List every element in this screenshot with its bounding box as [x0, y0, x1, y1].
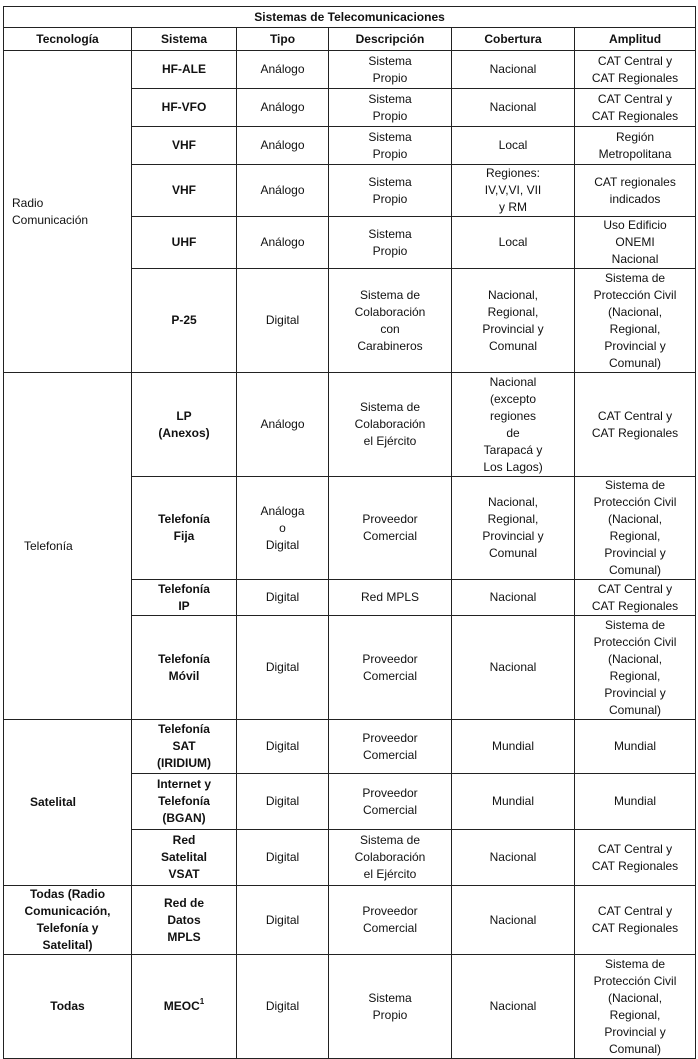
cobertura-line: Mundial: [491, 739, 535, 753]
descripcion-line: Sistema de: [359, 833, 421, 847]
tipo-line: Digital: [265, 590, 300, 604]
cobertura-line: Los Lagos): [483, 459, 543, 474]
descripcion-line: Sistema de: [359, 400, 421, 414]
amplitud-cell: [575, 89, 696, 127]
cobertura-cell: [452, 886, 575, 955]
header-cell: Sistema: [132, 28, 237, 51]
amplitud-cell: [575, 165, 696, 217]
tipo-line: Análoga: [260, 503, 305, 518]
tecnologia-cell: [4, 720, 132, 886]
cobertura-line: Local: [498, 138, 528, 152]
cobertura-cell: [452, 373, 575, 477]
cobertura-cell: [452, 217, 575, 269]
amplitud-line: Sistema de: [605, 270, 666, 285]
descripcion-line: Proveedor: [362, 730, 418, 745]
amplitud-cell: [575, 127, 696, 165]
sistema-line: VHF: [172, 183, 196, 197]
sistema-line: Fija: [173, 529, 195, 543]
sistema-cell: [132, 720, 237, 774]
descripcion-line: Propio: [372, 191, 408, 206]
amplitud-line: CAT Central y: [597, 904, 673, 918]
cobertura-cell: [452, 774, 575, 830]
tipo-line: Análogo: [260, 235, 305, 249]
tipo-line: o: [279, 520, 286, 535]
cobertura-line: Regional,: [487, 512, 539, 526]
amplitud-line: Comunal): [609, 355, 662, 370]
sistema-line: IP: [178, 598, 190, 613]
tipo-cell: [237, 127, 329, 165]
descripcion-line: Propio: [372, 1007, 408, 1022]
header-cell: Amplitud: [575, 28, 696, 51]
cobertura-line: IV,V,VI, VII: [484, 183, 542, 197]
table-row: [4, 373, 696, 477]
amplitud-line: Protección Civil: [593, 634, 677, 649]
amplitud-cell: [575, 217, 696, 269]
table-body: [4, 51, 696, 1059]
descripcion-line: Comercial: [362, 802, 417, 817]
amplitud-line: Sistema de: [605, 478, 666, 492]
sistema-cell: [132, 886, 237, 955]
sistema-line: Móvil: [168, 668, 200, 683]
descripcion-line: Sistema de: [359, 287, 421, 302]
sistema-cell: [132, 127, 237, 165]
cobertura-line: Nacional: [489, 374, 537, 389]
amplitud-line: Mundial: [614, 794, 657, 808]
sistema-cell: [132, 89, 237, 127]
descripcion-line: con: [380, 321, 400, 336]
descripcion-line: el Ejército: [363, 434, 417, 448]
table-row: [4, 720, 696, 774]
tipo-cell: [237, 616, 329, 720]
cobertura-line: Local: [498, 235, 528, 249]
descripcion-cell: [329, 886, 452, 955]
descripcion-line: Colaboración: [354, 850, 426, 864]
amplitud-line: Provincial y: [604, 1024, 666, 1039]
tipo-line: Digital: [265, 537, 300, 552]
cobertura-cell: [452, 616, 575, 720]
amplitud-line: indicados: [609, 191, 661, 206]
amplitud-cell: [575, 955, 696, 1059]
amplitud-line: Protección Civil: [593, 287, 677, 302]
tipo-line: Análogo: [260, 138, 305, 152]
cobertura-line: Nacional: [489, 100, 537, 114]
tecnologia-line: Todas: [50, 999, 85, 1013]
cobertura-line: Tarapacá y: [483, 442, 543, 457]
sistema-line: Red: [172, 833, 196, 847]
amplitud-line: CAT Central y: [597, 91, 673, 106]
tipo-cell: [237, 774, 329, 830]
sistema-line: (IRIDIUM): [157, 756, 211, 770]
descripcion-cell: [329, 217, 452, 269]
descripcion-cell: [329, 580, 452, 616]
cobertura-cell: [452, 830, 575, 886]
tecnologia-cell: [4, 886, 132, 955]
cobertura-line: Provincial y: [482, 529, 544, 543]
tecnologia-cell: [4, 373, 132, 720]
descripcion-line: Proveedor: [362, 512, 418, 526]
tipo-cell: [237, 89, 329, 127]
sistema-line: LP: [176, 408, 192, 423]
descripcion-cell: [329, 127, 452, 165]
descripcion-line: Proveedor: [362, 651, 418, 666]
sistema-cell: [132, 269, 237, 373]
amplitud-line: Región: [616, 129, 655, 144]
sistema-line: P-25: [171, 313, 197, 327]
tipo-cell: [237, 165, 329, 217]
sistema-line: UHF: [171, 235, 197, 249]
tipo-cell: [237, 580, 329, 616]
descripcion-cell: [329, 774, 452, 830]
descripcion-line: Comercial: [362, 529, 417, 543]
sistema-line: MPLS: [167, 929, 201, 944]
descripcion-line: el Ejército: [363, 867, 417, 881]
descripcion-line: Colaboración: [354, 417, 426, 431]
amplitud-line: Metropolitana: [598, 146, 672, 161]
tipo-cell: [237, 886, 329, 955]
amplitud-line: Regional,: [609, 1007, 661, 1022]
cobertura-cell: [452, 127, 575, 165]
amplitud-cell: [575, 477, 696, 580]
descripcion-line: Red MPLS: [360, 590, 420, 604]
tipo-line: Digital: [265, 313, 300, 327]
sistema-line: Satelital: [160, 850, 208, 864]
cobertura-line: Nacional: [489, 912, 537, 927]
amplitud-cell: [575, 580, 696, 616]
amplitud-cell: [575, 616, 696, 720]
sistema-line: Internet y: [156, 777, 211, 791]
tipo-cell: [237, 955, 329, 1059]
tipo-cell: [237, 217, 329, 269]
descripcion-line: Sistema: [368, 129, 412, 144]
tipo-line: Digital: [265, 912, 300, 927]
cobertura-cell: [452, 720, 575, 774]
descripcion-line: Comercial: [362, 747, 417, 762]
tecnologia-cell: [4, 955, 132, 1059]
cobertura-cell: [452, 955, 575, 1059]
amplitud-line: CAT regionales: [594, 174, 676, 189]
cobertura-line: Provincial y: [482, 321, 544, 336]
descripcion-line: Propio: [372, 146, 408, 161]
amplitud-line: Regional,: [609, 321, 661, 336]
tipo-cell: [237, 830, 329, 886]
amplitud-line: Comunal): [609, 563, 662, 577]
descripcion-line: Propio: [372, 70, 408, 85]
amplitud-cell: [575, 269, 696, 373]
sistema-line: Telefonía: [158, 794, 210, 808]
tecnologia-line: Telefonía: [24, 538, 73, 553]
document-page: [3, 6, 695, 1059]
amplitud-line: CAT Central y: [597, 841, 673, 856]
cobertura-cell: [452, 89, 575, 127]
amplitud-line: (Nacional,: [608, 304, 663, 319]
amplitud-line: Nacional: [611, 252, 659, 266]
descripcion-cell: [329, 955, 452, 1059]
table-row: [4, 886, 696, 955]
descripcion-cell: [329, 830, 452, 886]
sistema-cell: [132, 217, 237, 269]
sistema-line: (Anexos): [158, 425, 210, 440]
descripcion-line: Sistema: [368, 990, 412, 1005]
amplitud-cell: [575, 830, 696, 886]
tecnologia-line: Telefonía y: [36, 921, 99, 935]
amplitud-line: Provincial y: [604, 546, 666, 560]
amplitud-line: CAT Regionales: [591, 108, 679, 123]
amplitud-line: CAT Regionales: [591, 921, 679, 935]
descripcion-line: Propio: [372, 243, 408, 258]
cobertura-line: Nacional: [489, 660, 537, 674]
descripcion-line: Proveedor: [362, 904, 418, 918]
cobertura-line: regiones: [489, 408, 537, 423]
amplitud-line: (Nacional,: [608, 512, 663, 526]
cobertura-line: de: [506, 425, 520, 440]
descripcion-line: Sistema: [368, 91, 412, 106]
amplitud-line: (Nacional,: [608, 651, 663, 666]
tipo-cell: [237, 269, 329, 373]
cobertura-line: Nacional: [489, 62, 537, 76]
cobertura-cell: [452, 580, 575, 616]
descripcion-cell: [329, 720, 452, 774]
sistema-cell: [132, 165, 237, 217]
amplitud-line: Provincial y: [604, 338, 666, 353]
cobertura-line: Nacional,: [487, 287, 539, 302]
tipo-line: Análogo: [260, 183, 305, 197]
amplitud-line: Regional,: [609, 529, 661, 543]
header-cell: Tipo: [237, 28, 329, 51]
sistema-line: Telefonía: [158, 581, 210, 596]
tecnologia-line: Radio: [12, 195, 44, 210]
tipo-cell: [237, 720, 329, 774]
tipo-line: Digital: [265, 660, 300, 674]
amplitud-line: Protección Civil: [593, 495, 677, 509]
descripcion-cell: [329, 373, 452, 477]
tipo-line: Digital: [265, 850, 300, 864]
amplitud-line: Comunal): [609, 1041, 662, 1056]
tipo-line: Digital: [265, 739, 300, 753]
header-cell: Tecnología: [4, 28, 132, 51]
cobertura-line: Regiones:: [485, 166, 541, 180]
cobertura-line: (excepto: [489, 391, 537, 406]
descripcion-cell: [329, 477, 452, 580]
sistema-cell: [132, 477, 237, 580]
table-title: Sistemas de Telecomunicaciones: [4, 7, 696, 28]
amplitud-line: CAT Regionales: [591, 858, 679, 873]
amplitud-line: ONEMI: [615, 235, 655, 249]
amplitud-line: Sistema de: [605, 617, 666, 632]
descripcion-line: Proveedor: [362, 785, 418, 800]
tipo-cell: [237, 51, 329, 89]
cobertura-cell: [452, 269, 575, 373]
cobertura-cell: [452, 477, 575, 580]
descripcion-line: Sistema: [368, 53, 412, 68]
sistema-line: Telefonía: [158, 722, 210, 736]
footnote-marker: 1: [199, 997, 205, 1006]
tipo-line: Digital: [265, 999, 300, 1013]
sistema-line: HF-VFO: [161, 100, 207, 114]
cobertura-cell: [452, 165, 575, 217]
cobertura-line: Comunal: [488, 338, 538, 353]
cobertura-line: Regional,: [487, 304, 539, 319]
cobertura-line: Nacional: [489, 999, 537, 1013]
cobertura-line: Nacional: [489, 850, 537, 864]
amplitud-line: Protección Civil: [593, 973, 677, 988]
amplitud-line: CAT Central y: [597, 581, 673, 596]
amplitud-line: CAT Regionales: [591, 70, 679, 85]
amplitud-cell: [575, 51, 696, 89]
amplitud-line: Sistema de: [605, 956, 666, 971]
amplitud-line: Regional,: [609, 668, 661, 683]
cobertura-line: y RM: [499, 200, 527, 214]
amplitud-cell: [575, 373, 696, 477]
tecnologia-cell: [4, 51, 132, 373]
sistema-line: Red de: [163, 895, 204, 910]
descripcion-cell: [329, 165, 452, 217]
tipo-line: Digital: [265, 794, 300, 808]
amplitud-line: (Nacional,: [608, 990, 663, 1005]
amplitud-line: Uso Edificio: [603, 218, 667, 232]
amplitud-line: CAT Regionales: [591, 425, 679, 440]
cobertura-line: Comunal: [488, 546, 538, 560]
sistema-cell: [132, 373, 237, 477]
tipo-line: Análogo: [260, 62, 305, 76]
descripcion-line: Comercial: [362, 921, 417, 935]
amplitud-cell: [575, 774, 696, 830]
sistema-line: (BGAN): [162, 811, 206, 825]
descripcion-cell: [329, 616, 452, 720]
tipo-line: Análogo: [260, 417, 305, 431]
sistema-cell: [132, 580, 237, 616]
tecnologia-line: Todas (Radio: [29, 887, 106, 901]
amplitud-cell: [575, 886, 696, 955]
tecnologia-line: Comunicación: [12, 212, 89, 227]
tipo-cell: [237, 373, 329, 477]
tecnologia-line: Comunicación,: [24, 904, 111, 918]
table-row: [4, 955, 696, 1059]
descripcion-line: Colaboración: [354, 304, 426, 319]
amplitud-line: CAT Central y: [597, 408, 673, 423]
cobertura-line: Mundial: [491, 794, 535, 808]
amplitud-line: Provincial y: [604, 685, 666, 700]
descripcion-line: Comercial: [362, 668, 417, 683]
amplitud-line: CAT Regionales: [591, 598, 679, 613]
tipo-cell: [237, 477, 329, 580]
tecnologia-line: Satelital): [42, 938, 93, 952]
telecom-systems-table: [3, 6, 696, 1059]
descripcion-line: Propio: [372, 108, 408, 123]
sistema-line: MEOC$^1$: [163, 997, 205, 1013]
cobertura-cell: [452, 51, 575, 89]
header-cell: Cobertura: [452, 28, 575, 51]
descripcion-line: Sistema: [368, 174, 412, 189]
amplitud-cell: [575, 720, 696, 774]
descripcion-line: Sistema: [368, 226, 412, 241]
amplitud-line: Mundial: [614, 739, 657, 753]
header-cell: Descripción: [329, 28, 452, 51]
descripcion-cell: [329, 89, 452, 127]
sistema-line: Telefonía: [158, 651, 210, 666]
descripcion-line: Carabineros: [357, 338, 423, 353]
header-row: [4, 28, 696, 51]
tecnologia-line: Satelital: [30, 795, 77, 809]
cobertura-line: Nacional: [489, 590, 537, 604]
sistema-cell: [132, 774, 237, 830]
amplitud-line: CAT Central y: [597, 53, 673, 68]
sistema-cell: [132, 616, 237, 720]
sistema-line: SAT: [172, 739, 196, 753]
sistema-line: VHF: [172, 138, 196, 152]
sistema-line: Datos: [167, 912, 201, 927]
amplitud-line: Comunal): [609, 702, 662, 717]
sistema-cell: [132, 830, 237, 886]
sistema-line: Telefonía: [158, 512, 210, 526]
descripcion-cell: [329, 51, 452, 89]
sistema-line: HF-ALE: [162, 62, 206, 76]
sistema-cell: [132, 955, 237, 1059]
descripcion-cell: [329, 269, 452, 373]
tipo-line: Análogo: [260, 100, 305, 114]
sistema-cell: [132, 51, 237, 89]
table-row: [4, 51, 696, 89]
cobertura-line: Nacional,: [487, 495, 539, 509]
sistema-line: VSAT: [168, 867, 200, 881]
